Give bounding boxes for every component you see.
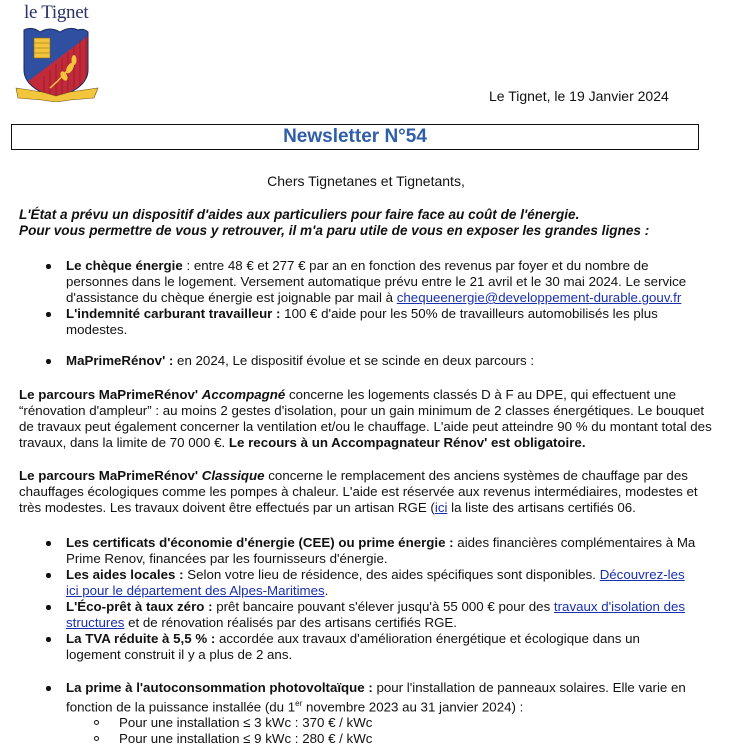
para-title-italic: Classique	[201, 468, 265, 483]
list-item-cee	[46, 535, 698, 567]
para-text: concerne le remplacement des anciens systèmes de chauffage par des chauffages écologiques comme les pompes à chaleur. L'aide est réservée aux revenus intermédiaires, modestes et très modestes. Les travaux doivent être effectués par un artisan RGE (	[19, 468, 698, 515]
list-item-maprimerenov	[46, 353, 696, 369]
item-text: pour l'installation de panneaux solaires. Elle varie en fonction de la puissance installée (du 1	[66, 680, 686, 715]
item-text: accordée aux travaux d'amélioration énergétique et écologique dans un logement construit il y a plus de 2 ans.	[66, 631, 640, 662]
para-text-end: la liste des artisans certifiés 06.	[447, 500, 636, 515]
item-title: MaPrimeRénov' :	[66, 353, 174, 368]
item-text: en 2024, Le dispositif évolue et se scinde en deux parcours :	[173, 353, 535, 368]
para-title-italic: Accompagné	[201, 387, 286, 402]
intro-line-2: Pour vous permettre de vous y retrouver, il m'a paru utile de vous en exposer les grandes lignes :	[19, 223, 650, 238]
photovoltaique-item	[46, 680, 698, 747]
item-text-end: et de rénovation réalisés par des artisans certifiés RGE.	[124, 615, 457, 630]
item-title: L'indemnité carburant travailleur :	[66, 306, 281, 321]
greeting: Chers Tignetanes et Tignetants,	[267, 173, 465, 189]
superscript: er	[295, 699, 303, 708]
sub-item: Pour une installation ≤ 9 kWc : 280 € / kWc	[90, 731, 698, 747]
dateline: Le Tignet, le 19 Janvier 2024	[489, 88, 669, 104]
list-item-eco-pret	[46, 599, 698, 631]
item-text-end: .	[324, 583, 329, 598]
logo-text: le Tignet	[24, 2, 89, 23]
coat-of-arms-icon	[14, 26, 100, 102]
item-text: prêt bancaire pouvant s'élever jusqu'à 55 000 € pour des	[212, 599, 554, 614]
para-title: Le parcours MaPrimeRénov'	[19, 468, 199, 483]
item-title: Les aides locales :	[66, 567, 184, 582]
newsletter-title-box	[11, 124, 699, 150]
maprimerenov-item	[46, 353, 696, 369]
item-title: La prime à l'autoconsommation photovoltaïque :	[66, 680, 373, 695]
item-text: Selon votre lieu de résidence, des aides spécifiques sont disponibles.	[183, 567, 600, 582]
travaux-isolation-link[interactable]: travaux d'isolation des structures	[66, 599, 686, 630]
item-title: L'Éco-prêt à taux zéro :	[66, 599, 213, 614]
aid-list-2	[46, 535, 698, 663]
aid-list-1	[46, 258, 696, 338]
intro	[19, 207, 649, 239]
para-text: concerne les logements classés D à F au DPE, qui effectuent une “rénovation d'ampleur” : au moins 2 gestes d'isolation, pour un gain minimum de 2 classes énergétiques. Le bouquet de travaux peut également concerner la ventilation et/ou le chauffage. L'aide peut atteindre 90 % du montant total des travaux, dans la limite de 70 000 €.	[19, 387, 712, 450]
item-text: : entre 48 € et 277 € par an en fonction des revenus par foyer et du nombre de personnes dans le logement. Versement automatique prévu entre le 21 avril et le 30 mai 2024. Le service d'assistance du chèque énergie est joignable par mail à	[66, 258, 687, 305]
item-title: Le chèque énergie	[66, 258, 183, 273]
list-item-photovoltaique	[46, 680, 698, 747]
cheque-energie-email-link[interactable]: chequeenergie@developpement-durable.gouv.fr	[396, 290, 682, 305]
parcours-accompagne	[19, 387, 719, 451]
item-text: 100 € d'aide pour les 50% de travailleurs automobilisés les plus modestes.	[66, 306, 658, 337]
intro-line-1: L'État a prévu un dispositif d'aides aux particuliers pour faire face au coût de l'énergie.	[19, 207, 580, 222]
para-emphasis: Le recours à un Accompagnateur Rénov' est obligatoire.	[228, 435, 586, 450]
item-title: La TVA réduite à 5,5 % :	[66, 631, 216, 646]
list-item-aides-locales	[46, 567, 698, 599]
list-item-indemnite-carburant	[46, 306, 696, 338]
sub-item: Pour une installation ≤ 3 kWc : 370 € / kWc	[90, 715, 698, 731]
municipal-logo	[14, 2, 100, 102]
parcours-classique	[19, 468, 719, 516]
item-text-end: novembre 2023 au 31 janvier 2024) :	[302, 699, 524, 715]
item-text: aides financières complémentaires à Ma Prime Renov, financées par les fournisseurs d'énergie.	[66, 535, 696, 566]
artisans-list-link[interactable]: ici	[434, 500, 448, 515]
page-title: Newsletter N°54	[283, 126, 427, 147]
list-item-cheque-energie	[46, 258, 696, 306]
aides-locales-link[interactable]: Découvrez-les ici pour le département des Alpes-Maritimes	[66, 567, 685, 598]
para-title: Le parcours MaPrimeRénov'	[19, 387, 199, 402]
item-title: Les certificats d'économie d'énergie (CEE) ou prime énergie :	[66, 535, 454, 550]
list-item-tva	[46, 631, 698, 663]
